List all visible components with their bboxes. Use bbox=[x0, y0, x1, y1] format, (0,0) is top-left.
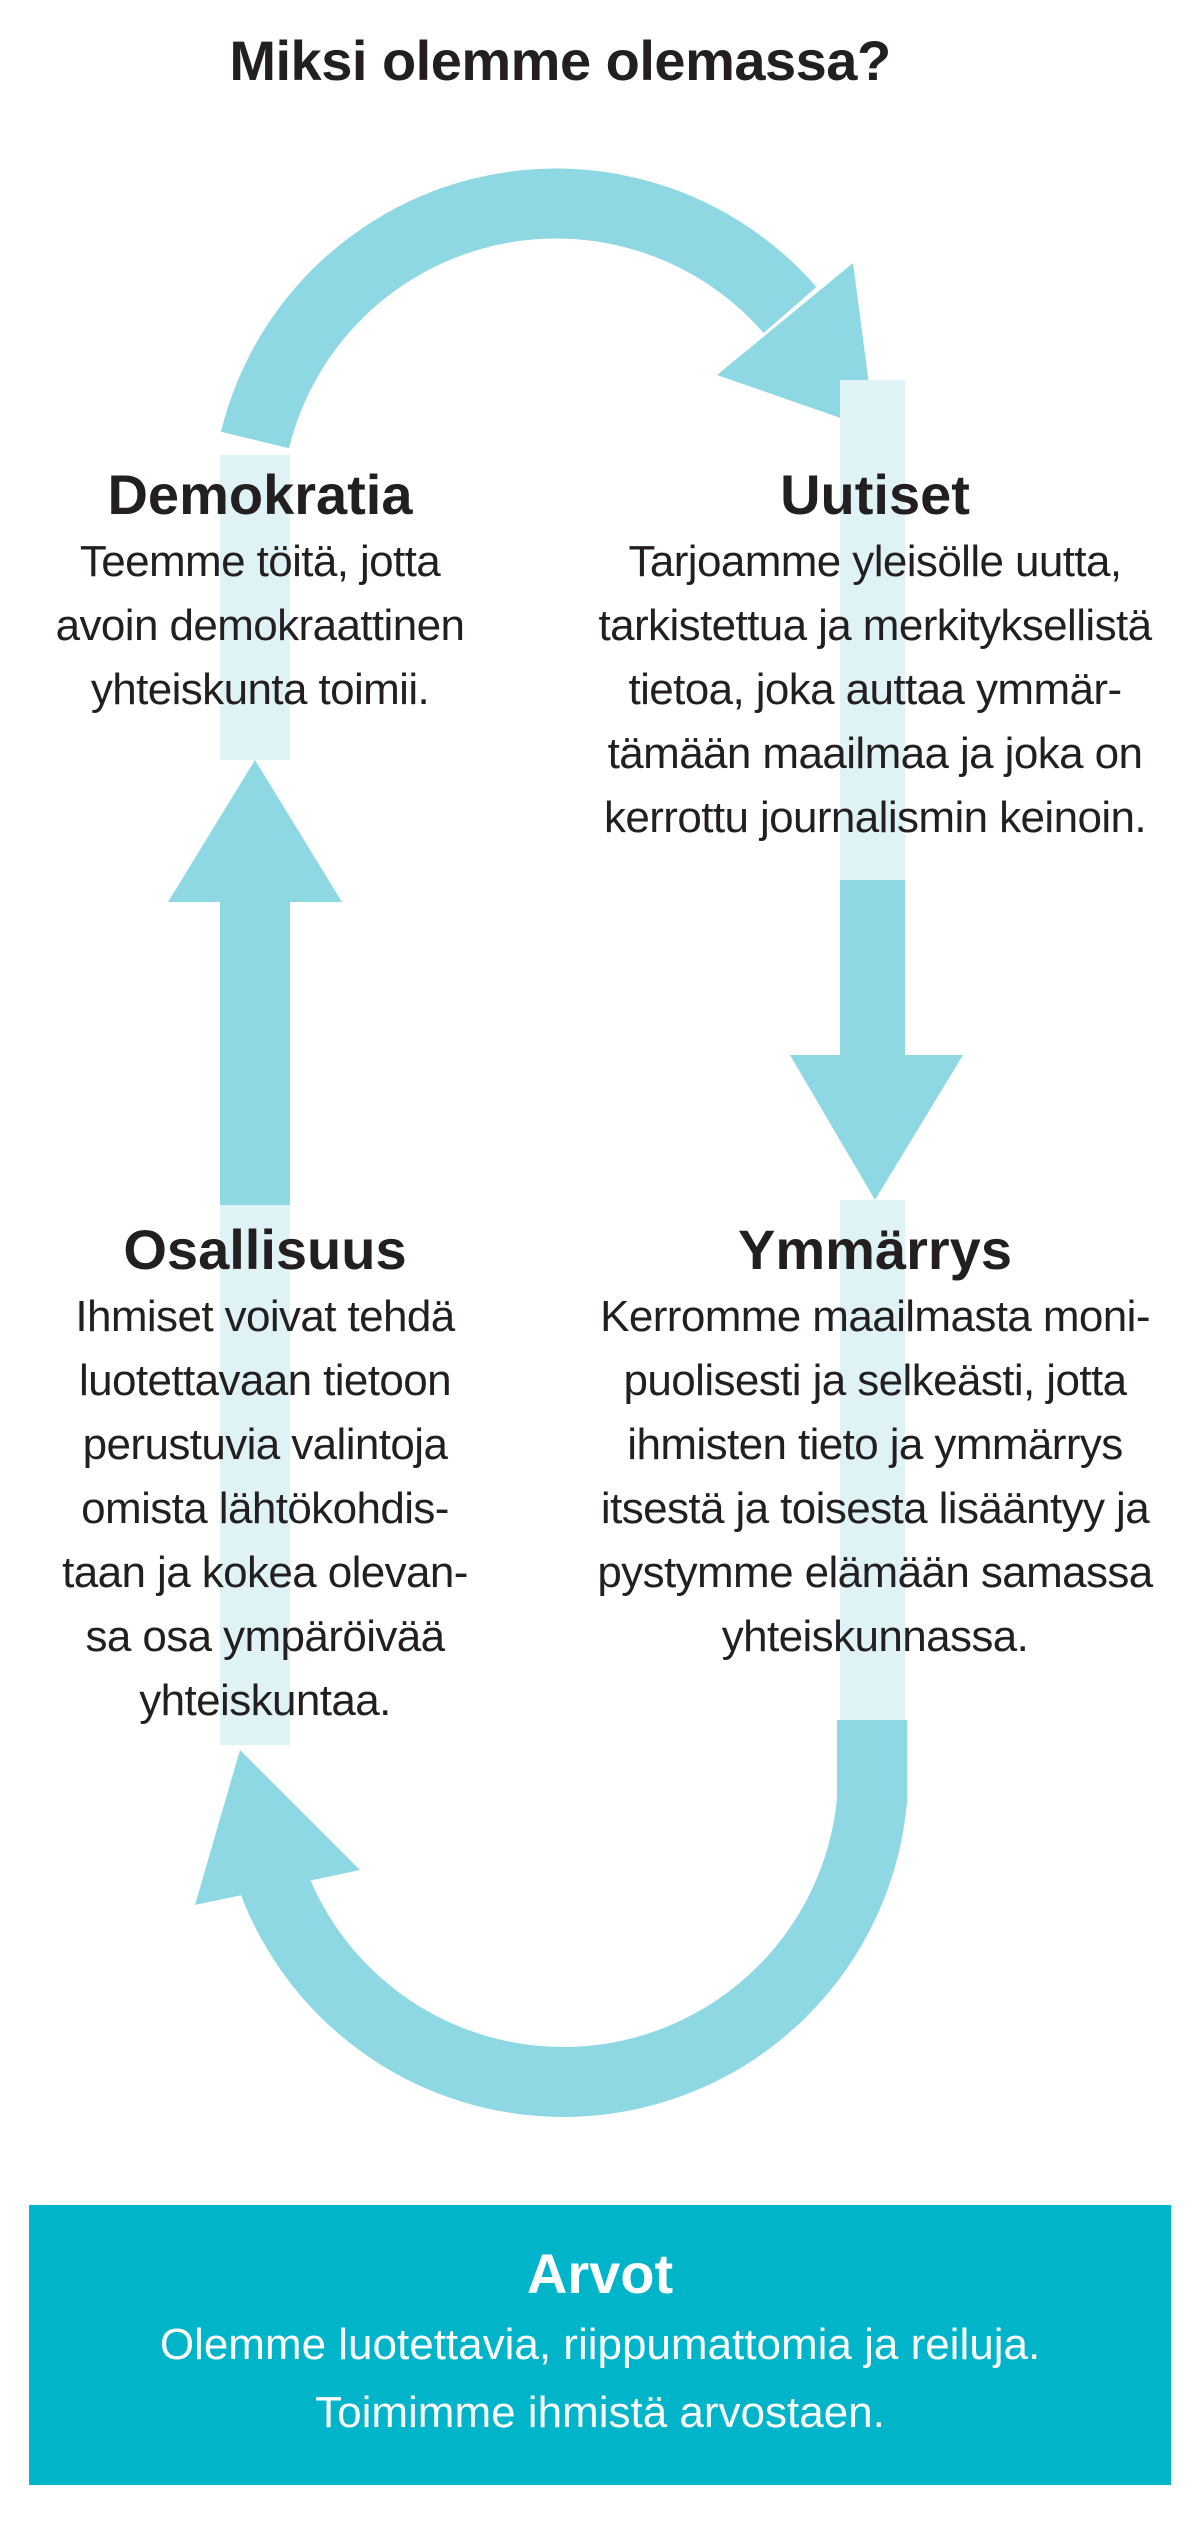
node-news bbox=[555, 460, 1195, 850]
node-text-line: taan ja kokea olevan- bbox=[62, 1548, 468, 1597]
node-heading: Ymmärrys bbox=[738, 1218, 1012, 1281]
page-title: Miksi olemme olemassa? bbox=[229, 29, 891, 92]
node-text-line: tarkistettua ja merkityksellistä bbox=[598, 601, 1152, 650]
node-heading: Osallisuus bbox=[123, 1218, 407, 1281]
node-text-line: yhteiskunnassa. bbox=[721, 1612, 1029, 1661]
values-box bbox=[29, 2205, 1171, 2485]
values-text-line: Toimimme ihmistä arvostaen. bbox=[315, 2388, 885, 2437]
arc-bottom-arrow bbox=[262, 1720, 872, 2082]
node-democracy bbox=[0, 460, 520, 722]
arc-top-arrow bbox=[255, 204, 790, 440]
node-text-line: itsestä ja toisesta lisääntyy ja bbox=[600, 1484, 1150, 1533]
right-down-shaft bbox=[840, 880, 905, 1055]
node-text-line: ihmisten tieto ja ymmärrys bbox=[627, 1420, 1123, 1469]
node-text-line: Tarjoamme yleisölle uutta, bbox=[628, 537, 1122, 586]
node-participation bbox=[20, 1215, 510, 1733]
node-text-line: omista lähtökohdis- bbox=[81, 1484, 449, 1533]
node-text-line: luotettavaan tietoon bbox=[78, 1356, 452, 1405]
node-text-line: perustuvia valintoja bbox=[82, 1420, 448, 1469]
node-text-line: avoin demokraattinen bbox=[55, 601, 465, 650]
node-heading: Uutiset bbox=[780, 463, 970, 526]
right-down-arrowhead bbox=[790, 1055, 963, 1200]
node-text-line: Kerromme maailmasta moni- bbox=[600, 1292, 1150, 1341]
left-up-shaft bbox=[220, 900, 290, 1205]
node-text-line: Teemme töitä, jotta bbox=[79, 537, 441, 586]
values-text-line: Olemme luotettavia, riippumattomia ja reiluja. bbox=[159, 2320, 1041, 2369]
values-heading: Arvot bbox=[526, 2242, 674, 2305]
node-text-line: puolisesti ja selkeästi, jotta bbox=[623, 1356, 1127, 1405]
node-understanding bbox=[555, 1215, 1195, 1669]
node-text-line: kerrottu journalismin keinoin. bbox=[603, 793, 1147, 842]
node-text-line: yhteiskunta toimii. bbox=[90, 665, 430, 714]
node-text-line: tietoa, joka auttaa ymmär- bbox=[628, 665, 1122, 714]
node-text-line: sa osa ympäröivää bbox=[85, 1612, 445, 1661]
arc-bottom-arrowhead bbox=[195, 1750, 360, 1905]
node-heading: Demokratia bbox=[107, 463, 413, 526]
node-text-line: tämään maailmaa ja joka on bbox=[607, 729, 1143, 778]
node-text-line: yhteiskuntaa. bbox=[139, 1676, 391, 1725]
node-text-line: Ihmiset voivat tehdä bbox=[75, 1292, 455, 1341]
node-text-line: pystymme elämään samassa bbox=[597, 1548, 1153, 1597]
left-up-arrowhead bbox=[168, 760, 342, 902]
